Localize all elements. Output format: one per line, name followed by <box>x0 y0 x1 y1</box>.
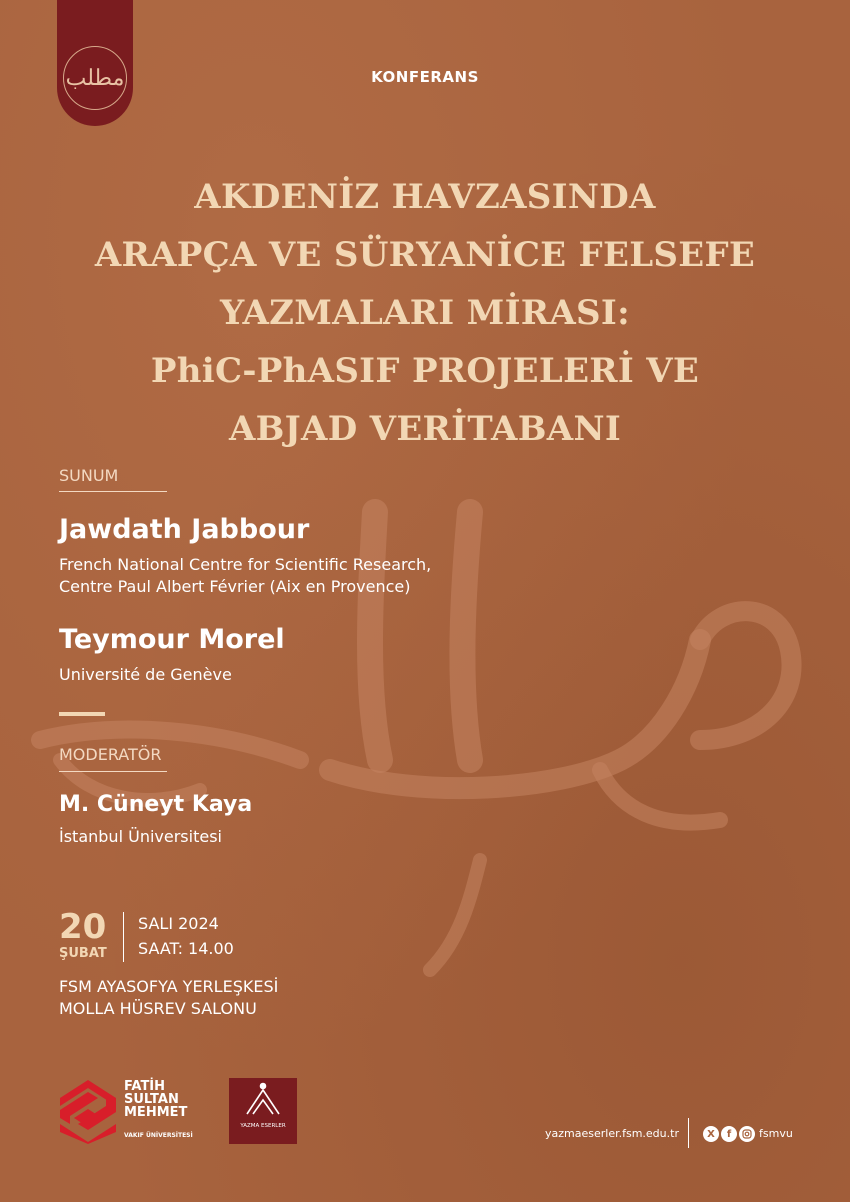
conference-title <box>30 168 820 458</box>
affiliation-line: Université de Genève <box>59 665 232 684</box>
speaker-name: Teymour Morel <box>59 624 285 655</box>
moderator-affiliation: İstanbul Üniversitesi <box>59 827 222 846</box>
event-time: SAAT: 14.00 <box>138 939 234 958</box>
bookmark-ribbon <box>57 0 133 126</box>
date-divider <box>123 912 124 962</box>
title-line: ABJAD VERİTABANI <box>228 409 622 449</box>
moderator-rule <box>59 771 167 772</box>
speaker-affiliation <box>59 554 431 598</box>
logo-line: SULTAN <box>124 1092 179 1107</box>
moderator-label: MODERATÖR <box>59 745 162 764</box>
section-separator <box>59 712 105 716</box>
speaker-name: Jawdath Jabbour <box>59 514 310 545</box>
seal-logo-icon: مطلب <box>63 46 127 110</box>
fsm-logo-text <box>124 1080 187 1119</box>
yazma-eserler-logo-text: YAZMA ESERLER <box>240 1123 286 1129</box>
sunum-label: SUNUM <box>59 466 119 485</box>
event-type: KONFERANS <box>371 68 479 86</box>
venue-line: FSM AYASOFYA YERLEŞKESİ <box>59 977 279 996</box>
x-icon[interactable]: X <box>703 1126 719 1142</box>
event-venue <box>59 976 278 1020</box>
yazma-eserler-logo <box>229 1078 297 1144</box>
event-weekday-year: SALI 2024 <box>138 914 219 933</box>
title-line: AKDENİZ HAVZASINDA <box>194 177 656 217</box>
website-link[interactable]: yazmaeserler.fsm.edu.tr <box>545 1127 679 1140</box>
footer-divider <box>688 1118 689 1148</box>
social-handle[interactable]: fsmvu <box>759 1127 793 1140</box>
fsm-logo-subtitle: VAKIF ÜNİVERSİTESİ <box>124 1132 193 1139</box>
event-day: 20 <box>59 907 107 947</box>
venue-line: MOLLA HÜSREV SALONU <box>59 999 257 1018</box>
sunum-rule <box>59 491 167 492</box>
title-line: ARAPÇA VE SÜRYANİCE FELSEFE <box>94 235 756 275</box>
title-line: YAZMALARI MİRASI: <box>220 293 630 333</box>
title-line: PhiC-PhASIF PROJELERİ VE <box>150 351 700 391</box>
logo-line: MEHMET <box>124 1105 188 1120</box>
logo-line: FATİH <box>124 1079 166 1094</box>
affiliation-line: French National Centre for Scientific Research, <box>59 555 432 574</box>
yazma-eserler-mark-icon <box>229 1078 297 1122</box>
affiliation-line: Centre Paul Albert Février (Aix en Provence) <box>59 577 411 596</box>
fsm-mark-icon <box>58 1078 118 1144</box>
speaker-affiliation <box>59 664 232 686</box>
fsm-logo <box>58 1078 208 1144</box>
event-month: ŞUBAT <box>59 946 107 961</box>
moderator-name: M. Cüneyt Kaya <box>59 792 253 817</box>
instagram-icon[interactable] <box>739 1126 755 1142</box>
facebook-icon[interactable]: f <box>721 1126 737 1142</box>
